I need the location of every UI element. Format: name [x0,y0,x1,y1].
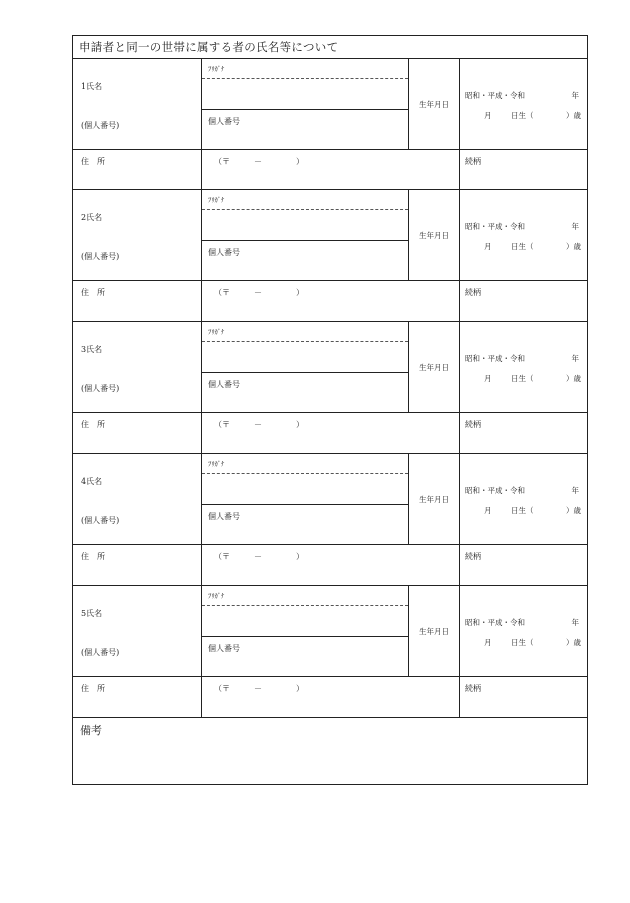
individual-number-label: 個人番号 [208,380,240,389]
individual-number-paren-label: (個人番号) [81,384,120,393]
relationship-field[interactable] [460,677,587,718]
relationship-field[interactable] [460,281,587,322]
member-name-cell [202,59,409,150]
form-title: 申請者と同一の世帯に属する者の氏名等について [73,36,587,59]
individual-number-label: 個人番号 [208,644,240,653]
name-field[interactable] [202,79,408,110]
furigana-label: ﾌﾘｶﾞﾅ [208,196,225,204]
month-label: 月 [484,374,492,383]
relationship-field[interactable] [460,413,587,454]
address-label: 住 所 [81,684,105,693]
postal-mark: （〒 [214,420,230,429]
era-label: 昭和・平成・令和 [465,618,525,627]
address-label-cell [73,545,202,586]
day-born-label: 日生（ [511,506,534,515]
member-label-cell [73,454,202,545]
member-name-label [81,608,102,619]
member-index: 5 [81,609,87,618]
postal-dash: － [254,684,262,693]
individual-number-paren-label: (個人番号) [81,121,120,130]
individual-number-field[interactable] [202,241,408,281]
name-field[interactable] [202,474,408,505]
postal-mark: （〒 [214,552,230,561]
individual-number-field[interactable] [202,505,408,545]
member-index: 4 [81,477,87,486]
day-born-label: 日生（ [511,374,534,383]
postal-dash: － [254,420,262,429]
household-member-block [73,454,587,586]
relationship-label: 続柄 [465,157,481,166]
furigana-field[interactable] [202,586,408,606]
address-field[interactable] [202,413,460,454]
furigana-field[interactable] [202,454,408,474]
address-field[interactable] [202,545,460,586]
year-label: 年 [571,91,579,100]
address-label: 住 所 [81,288,105,297]
address-label-cell [73,281,202,322]
persons-container [73,59,587,718]
birth-date-field[interactable] [460,586,587,677]
postal-dash: － [254,552,262,561]
birth-date-label: 生年月日 [409,454,460,545]
birth-date-field[interactable] [460,454,587,545]
individual-number-field[interactable] [202,110,408,150]
birth-date-field[interactable] [460,59,587,150]
address-label-cell [73,150,202,191]
postal-mark: （〒 [214,684,230,693]
name-field[interactable] [202,606,408,637]
era-label: 昭和・平成・令和 [465,222,525,231]
relationship-field[interactable] [460,150,587,191]
age-label: ）歳 [566,638,581,647]
address-field[interactable] [202,150,460,191]
postal-close: ） [296,420,304,429]
household-member-block [73,322,587,454]
address-label-cell [73,677,202,718]
furigana-field[interactable] [202,190,408,210]
name-suffix-label: 氏名 [86,82,103,91]
address-label-cell [73,413,202,454]
birth-date-label: 生年月日 [409,586,460,677]
notes-label: 備考 [80,724,102,737]
month-label: 月 [484,506,492,515]
era-label: 昭和・平成・令和 [465,486,525,495]
day-born-label: 日生（ [511,111,534,120]
address-field[interactable] [202,677,460,718]
furigana-label: ﾌﾘｶﾞﾅ [208,592,225,600]
individual-number-label: 個人番号 [208,512,240,521]
era-label: 昭和・平成・令和 [465,91,525,100]
member-label-cell [73,59,202,150]
month-label: 月 [484,638,492,647]
household-member-block [73,586,587,718]
member-name-cell [202,586,409,677]
address-label: 住 所 [81,420,105,429]
individual-number-field[interactable] [202,373,408,413]
individual-number-paren-label: (個人番号) [81,252,120,261]
individual-number-paren-label: (個人番号) [81,516,120,525]
furigana-field[interactable] [202,59,408,79]
postal-close: ） [296,684,304,693]
birth-date-label: 生年月日 [409,59,460,150]
address-label: 住 所 [81,552,105,561]
day-born-label: 日生（ [511,638,534,647]
member-label-cell [73,586,202,677]
member-label-cell [73,322,202,413]
birth-date-field[interactable] [460,322,587,413]
name-suffix-label: 氏名 [86,477,103,486]
member-name-label [81,476,102,487]
name-field[interactable] [202,342,408,373]
day-born-label: 日生（ [511,242,534,251]
year-label: 年 [571,486,579,495]
member-name-label [81,81,102,92]
relationship-field[interactable] [460,545,587,586]
age-label: ）歳 [566,374,581,383]
member-index: 3 [81,345,87,354]
member-name-label [81,212,102,223]
member-name-label [81,344,102,355]
month-label: 月 [484,242,492,251]
postal-mark: （〒 [214,288,230,297]
household-member-block [73,59,587,190]
individual-number-field[interactable] [202,637,408,677]
furigana-label: ﾌﾘｶﾞﾅ [208,65,225,73]
furigana-label: ﾌﾘｶﾞﾅ [208,460,225,468]
era-label: 昭和・平成・令和 [465,354,525,363]
furigana-field[interactable] [202,322,408,342]
member-index: 1 [81,82,87,91]
year-label: 年 [571,354,579,363]
address-field[interactable] [202,281,460,322]
relationship-label: 続柄 [465,288,481,297]
relationship-label: 続柄 [465,684,481,693]
postal-dash: － [254,157,262,166]
furigana-label: ﾌﾘｶﾞﾅ [208,328,225,336]
name-field[interactable] [202,210,408,241]
birth-date-field[interactable] [460,190,587,281]
relationship-label: 続柄 [465,552,481,561]
individual-number-label: 個人番号 [208,248,240,257]
birth-date-label: 生年月日 [409,322,460,413]
birth-date-label: 生年月日 [409,190,460,281]
relationship-label: 続柄 [465,420,481,429]
household-members-form [72,35,588,785]
age-label: ）歳 [566,242,581,251]
notes-section[interactable] [73,718,587,784]
year-label: 年 [571,618,579,627]
postal-close: ） [296,157,304,166]
member-name-cell [202,190,409,281]
postal-mark: （〒 [214,157,230,166]
name-suffix-label: 氏名 [86,345,103,354]
postal-close: ） [296,288,304,297]
household-member-block [73,190,587,322]
address-label: 住 所 [81,157,105,166]
year-label: 年 [571,222,579,231]
member-label-cell [73,190,202,281]
postal-dash: － [254,288,262,297]
age-label: ）歳 [566,111,581,120]
name-suffix-label: 氏名 [86,213,103,222]
member-name-cell [202,322,409,413]
individual-number-label: 個人番号 [208,117,240,126]
individual-number-paren-label: (個人番号) [81,648,120,657]
month-label: 月 [484,111,492,120]
postal-close: ） [296,552,304,561]
member-name-cell [202,454,409,545]
age-label: ）歳 [566,506,581,515]
member-index: 2 [81,213,87,222]
name-suffix-label: 氏名 [86,609,103,618]
